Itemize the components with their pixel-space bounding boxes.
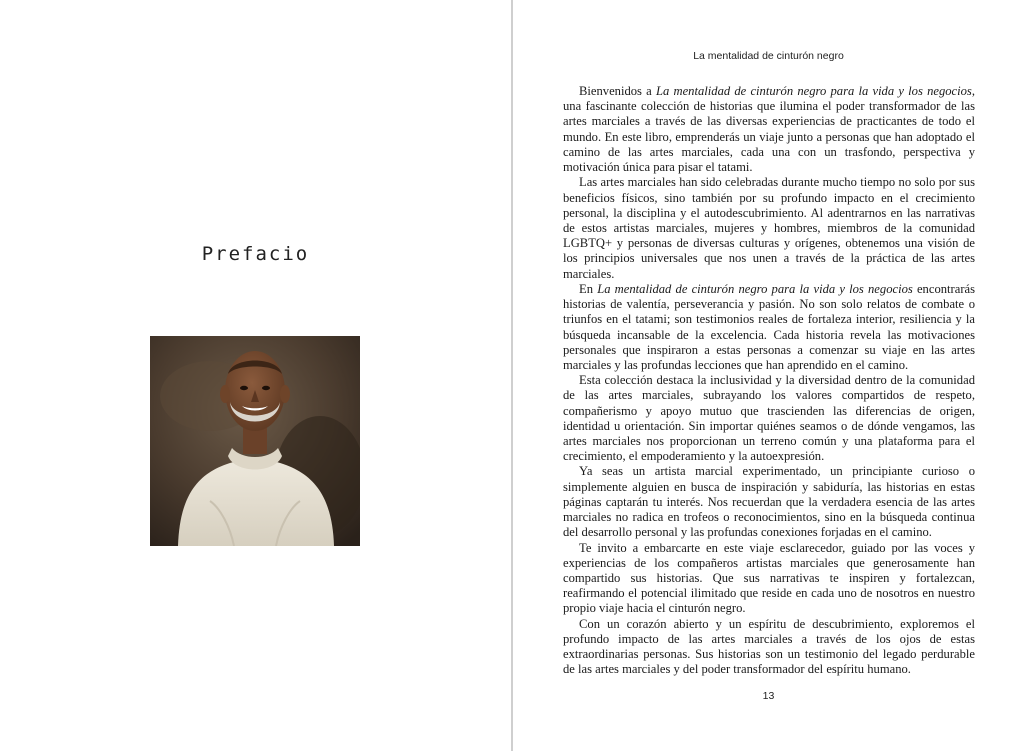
- page-number: 13: [762, 690, 775, 702]
- paragraph: Esta colección destaca la inclusividad y la diversidad dentro de la comunidad de las artes marciales, subrayando los valores compartidos de respeto, compañerismo y apoyo mutuo que trascienden las diferencias de origen, identidad u orientación. Sin importar quiénes seamos o de dónde vengamos, las artes marciales nos proporcionan un terreno común y una plataforma para el crecimiento, el empoderamiento y la autoexpresión.: [563, 373, 975, 464]
- paragraph: Te invito a embarcarte en este viaje esclarecedor, guiado por las voces y experiencias de los compañeros artistas marciales que generosamente han compartido sus historias. Que sus narrativas te inspiren y fortalezcan, reafirmando el potencial ilimitado que reside en cada uno de nosotros en nuestro propio viaje hacia el cinturón negro.: [563, 540, 975, 616]
- running-header: La mentalidad de cinturón negro: [693, 50, 844, 62]
- paragraph: Las artes marciales han sido celebradas durante mucho tiempo no solo por sus beneficios físicos, sino también por su profundo impacto en el crecimiento personal, la disciplina y el autodescubrimiento. Al adentrarnos en las narrativas de estos artistas marciales, mujeres y hombres, miembros de la comunidad LGBTQ+ y personas de diversas culturas y orígenes, obtenemos una visión de los principios universales que nos unen a través de la práctica de las artes marciales.: [563, 175, 975, 281]
- paragraph: Ya seas un artista marcial experimentado, un principiante curioso o simplemente alguien en busca de inspiración y sabiduría, las historias en estas páginas captarán tu interés. Nos recuerdan que la verdadera esencia de las artes marciales no radica en trofeos o reconocimientos, sino en la búsqueda continua del desarrollo personal y las profundas conexiones forjadas en el camino.: [563, 464, 975, 540]
- right-page: [513, 0, 1024, 751]
- preface-body: [563, 84, 975, 678]
- paragraph: En La mentalidad de cinturón negro para la vida y los negocios encontrarás historias de valentía, perseverancia y pasión. No son solo relatos de combate o triunfos en el tatami; son testimonios reales de fortaleza interior, resiliencia y la búsqueda incansable de la excelencia. Cada historia revela las motivaciones personales que inspiraron a estas personas a comenzar su viaje en las artes marciales y las profundas lecciones que han aprendido en el camino.: [563, 281, 976, 372]
- chapter-title: Prefacio: [201, 243, 310, 265]
- paragraph: Bienvenidos a La mentalidad de cinturón negro para la vida y los negocios, una fascinante colección de historias que ilumina el poder transformador de las artes marciales a través de las diversas experiencias de practicantes de todo el mundo. En este libro, emprenderás un viaje junto a personas que han adoptado el camino de las artes marciales, cada una con un trasfondo, perspectiva y motivación única para pisar el tatami.: [563, 84, 975, 175]
- left-page: [0, 0, 511, 751]
- paragraph: Con un corazón abierto y un espíritu de descubrimiento, exploremos el profundo impacto de las artes marciales a través de los ojos de estas extraordinarias personas. Sus historias son un testimonio del legado perdurable de las artes marciales y del poder transformador del espíritu humano.: [563, 616, 975, 677]
- portrait-photo-icon: [150, 336, 360, 546]
